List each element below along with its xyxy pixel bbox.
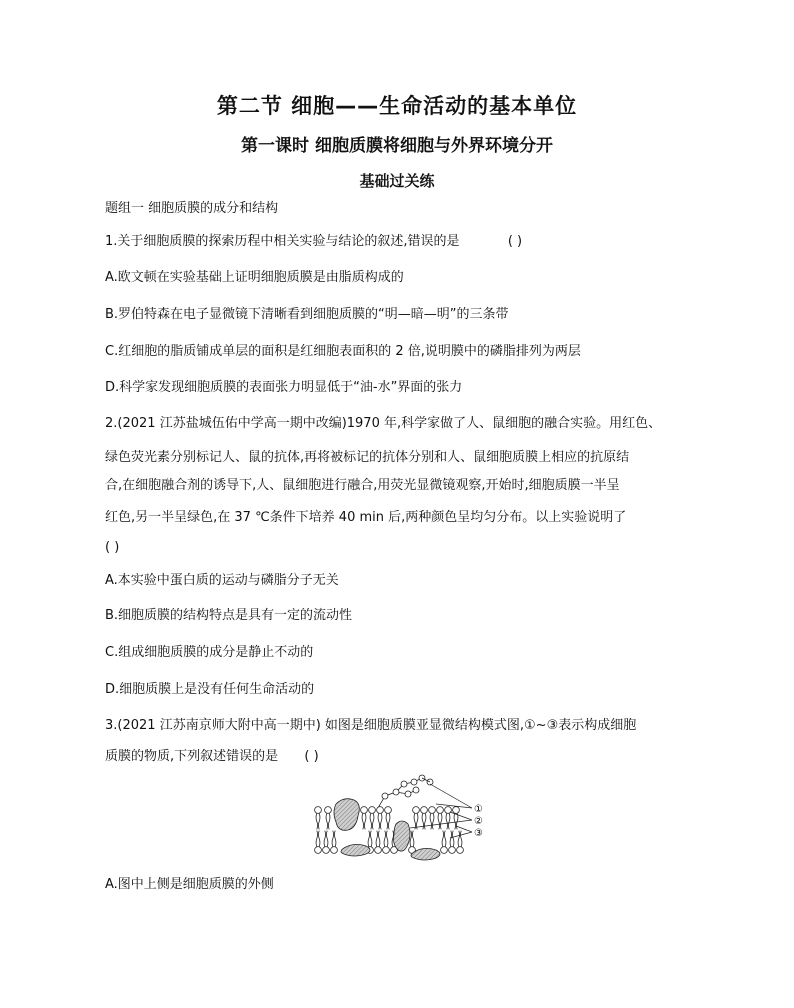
- question-2-option-b: B.细胞质膜的结构特点是具有一定的流动性: [105, 608, 353, 623]
- phospholipid: [457, 831, 464, 854]
- question-1-option-d: D.科学家发现细胞质膜的表面张力明显低于“油-水”界面的张力: [105, 380, 463, 395]
- phospholipid: [369, 807, 376, 830]
- phospholipid: [383, 831, 390, 854]
- question-2-line-1: 2.(2021 江苏盐城伍佑中学高一期中改编)1970 年,科学家做了人、鼠细胞的融合实验。用红色、: [105, 416, 662, 431]
- phospholipid: [445, 807, 452, 830]
- label-1: ①: [474, 804, 483, 815]
- phospholipid: [375, 831, 382, 854]
- phospholipid: [323, 831, 330, 854]
- phospholipid-upper-layer: [300, 768, 459, 829]
- question-1-option-b: B.罗伯特森在电子显微镜下清晰看到细胞质膜的“明—暗—明”的三条带: [105, 307, 509, 322]
- question-2-option-c: C.组成细胞质膜的成分是静止不动的: [105, 645, 314, 660]
- question-2-bracket: ( ): [105, 540, 120, 555]
- phospholipid: [331, 831, 338, 854]
- question-3-option-a: A.图中上侧是细胞质膜的外侧: [105, 877, 274, 892]
- question-1-option-c: C.红细胞的脂质铺成单层的面积是红细胞表面积的 2 倍,说明膜中的磷脂排列为两层: [105, 344, 581, 359]
- cell-membrane-diagram: [300, 768, 500, 868]
- question-3-line-2: [105, 748, 319, 766]
- question-2-option-d: D.细胞质膜上是没有任何生命活动的: [105, 682, 315, 697]
- phospholipid: [361, 807, 368, 830]
- phospholipid: [413, 807, 420, 830]
- phospholipid: [441, 831, 448, 854]
- phospholipid: [449, 831, 456, 854]
- label-2: ②: [474, 816, 483, 827]
- protein-1: [334, 799, 359, 831]
- phospholipid: [453, 807, 460, 830]
- group-heading: 题组一 细胞质膜的成分和结构: [105, 201, 279, 216]
- question-2-line-4: 红色,另一半呈绿色,在 37 ℃条件下培养 40 min 后,两种颜色呈均匀分布。以上实验说明了: [105, 510, 627, 525]
- section-title: 第二节 细胞——生命活动的基本单位: [216, 94, 578, 118]
- answer-bracket: ( ): [507, 234, 523, 249]
- question-3-line-1: 3.(2021 江苏南京师大附中高一期中) 如图是细胞质膜亚显微结构模式图,①~③表示构成细胞: [105, 718, 637, 733]
- phospholipid: [315, 831, 322, 854]
- phospholipid: [315, 807, 322, 830]
- protein-2: [394, 821, 411, 851]
- question-2-option-a: A.本实验中蛋白质的运动与磷脂分子无关: [105, 573, 339, 588]
- phospholipid: [437, 807, 444, 830]
- lesson-title: 第一课时 细胞质膜将细胞与外界环境分开: [241, 136, 553, 156]
- sugar-chain: [378, 775, 433, 808]
- phospholipid: [377, 807, 384, 830]
- question-1-option-a: A.欧文顿在实验基础上证明细胞质膜是由脂质构成的: [105, 270, 404, 285]
- protein-3: [341, 844, 370, 856]
- phospholipid: [385, 807, 392, 830]
- question-3-text: 质膜的物质,下列叙述错误的是: [105, 749, 279, 764]
- phospholipid: [325, 807, 332, 830]
- phospholipid: [429, 807, 436, 830]
- question-2-line-3: 合,在细胞融合剂的诱导下,人、鼠细胞进行融合,用荧光显微镜观察,开始时,细胞质膜一半呈: [105, 478, 620, 493]
- question-2-line-2: 绿色荧光素分别标记人、鼠的抗体,再将被标记的抗体分别和人、鼠细胞质膜上相应的抗原结: [105, 450, 630, 465]
- answer-bracket: ( ): [304, 749, 319, 764]
- label-3: ③: [474, 828, 483, 839]
- question-1-text: 1.关于细胞质膜的探索历程中相关实验与结论的叙述,错误的是: [105, 234, 460, 249]
- question-1-stem: [105, 233, 522, 251]
- exercise-title: 基础过关练: [359, 172, 435, 190]
